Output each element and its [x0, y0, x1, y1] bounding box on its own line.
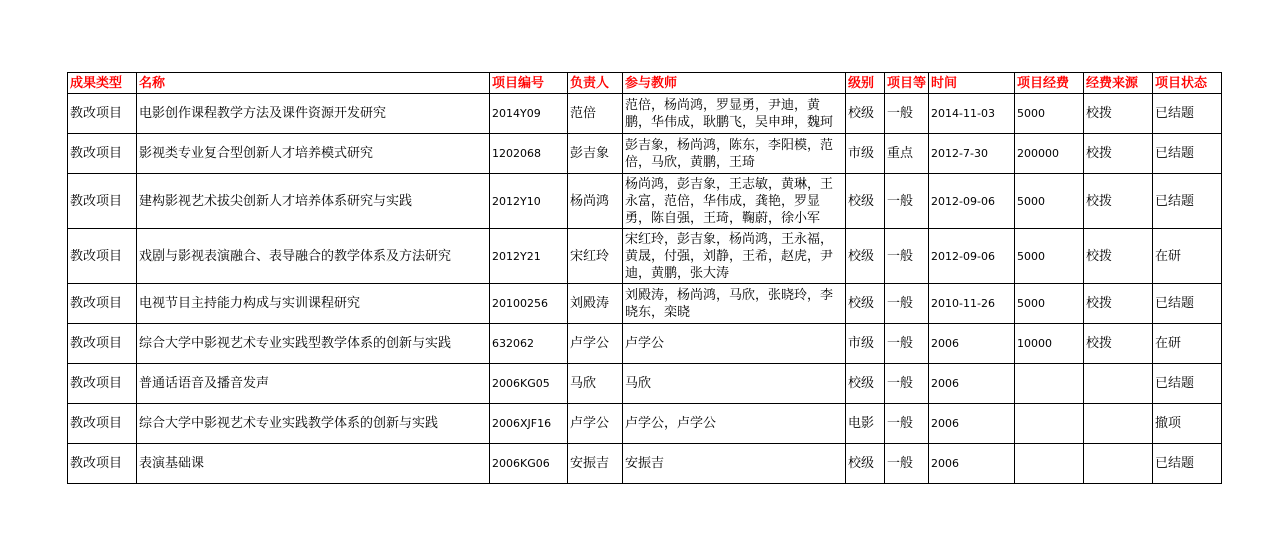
cell-grade[interactable]: 重点 [885, 134, 929, 174]
cell-source[interactable]: 校拨 [1084, 134, 1153, 174]
header-cell[interactable]: 负责人 [568, 73, 623, 94]
cell-name[interactable]: 综合大学中影视艺术专业实践型教学体系的创新与实践 [137, 324, 490, 364]
cell-teachers[interactable]: 宋红玲，彭吉象，杨尚鸿，王永福，黄晟，付强，刘静，王希，赵虎，尹迪，黄鹏，张大涛 [623, 229, 846, 284]
cell-date[interactable]: 2006 [929, 444, 1015, 484]
cell-date[interactable]: 2006 [929, 364, 1015, 404]
table-row [68, 404, 1222, 444]
cell-date[interactable]: 2006 [929, 404, 1015, 444]
cell-funds[interactable]: 5000 [1015, 229, 1084, 284]
cell-code[interactable]: 2012Y21 [490, 229, 568, 284]
cell-source[interactable]: 校拨 [1084, 94, 1153, 134]
cell-name[interactable]: 综合大学中影视艺术专业实践教学体系的创新与实践 [137, 404, 490, 444]
cell-code[interactable]: 2006XJF16 [490, 404, 568, 444]
cell-name[interactable]: 电影创作课程教学方法及课件资源开发研究 [137, 94, 490, 134]
cell-code[interactable]: 2012Y10 [490, 174, 568, 229]
cell-teachers[interactable]: 马欣 [623, 364, 846, 404]
cell-status[interactable]: 已结题 [1153, 134, 1222, 174]
cell-lead[interactable]: 杨尚鸿 [568, 174, 623, 229]
cell-grade[interactable]: 一般 [885, 324, 929, 364]
cell-date[interactable]: 2012-7-30 [929, 134, 1015, 174]
header-cell[interactable]: 经费来源 [1084, 73, 1153, 94]
cell-status[interactable]: 已结题 [1153, 444, 1222, 484]
header-cell[interactable]: 项目经费 [1015, 73, 1084, 94]
cell-source[interactable] [1084, 364, 1153, 404]
cell-funds[interactable] [1015, 404, 1084, 444]
cell-name[interactable]: 电视节目主持能力构成与实训课程研究 [137, 284, 490, 324]
cell-status[interactable]: 已结题 [1153, 364, 1222, 404]
cell-date[interactable]: 2012-09-06 [929, 229, 1015, 284]
header-cell[interactable]: 参与教师 [623, 73, 846, 94]
cell-source[interactable]: 校拨 [1084, 229, 1153, 284]
header-cell[interactable]: 级别 [846, 73, 885, 94]
cell-funds[interactable]: 5000 [1015, 284, 1084, 324]
cell-source[interactable] [1084, 404, 1153, 444]
cell-status[interactable]: 已结题 [1153, 174, 1222, 229]
cell-funds[interactable] [1015, 444, 1084, 484]
cell-type[interactable]: 教改项目 [68, 134, 137, 174]
cell-lead[interactable]: 马欣 [568, 364, 623, 404]
cell-type[interactable]: 教改项目 [68, 444, 137, 484]
cell-level[interactable]: 校级 [846, 284, 885, 324]
cell-lead[interactable]: 范倍 [568, 94, 623, 134]
cell-level[interactable]: 市级 [846, 324, 885, 364]
cell-level[interactable]: 校级 [846, 364, 885, 404]
cell-grade[interactable]: 一般 [885, 229, 929, 284]
cell-grade[interactable]: 一般 [885, 284, 929, 324]
cell-lead[interactable]: 刘殿涛 [568, 284, 623, 324]
cell-status[interactable]: 已结题 [1153, 94, 1222, 134]
cell-code[interactable]: 1202068 [490, 134, 568, 174]
cell-date[interactable]: 2012-09-06 [929, 174, 1015, 229]
cell-teachers[interactable]: 卢学公，卢学公 [623, 404, 846, 444]
cell-code[interactable]: 20100256 [490, 284, 568, 324]
table-row [68, 284, 1222, 324]
cell-source[interactable] [1084, 444, 1153, 484]
cell-grade[interactable]: 一般 [885, 404, 929, 444]
table-row [68, 444, 1222, 484]
cell-type[interactable]: 教改项目 [68, 324, 137, 364]
table-row [68, 94, 1222, 134]
cell-level[interactable]: 市级 [846, 134, 885, 174]
cell-type[interactable]: 教改项目 [68, 174, 137, 229]
cell-grade[interactable]: 一般 [885, 94, 929, 134]
cell-code[interactable]: 2006KG06 [490, 444, 568, 484]
cell-type[interactable]: 教改项目 [68, 284, 137, 324]
cell-name[interactable]: 戏剧与影视表演融合、表导融合的教学体系及方法研究 [137, 229, 490, 284]
cell-code[interactable]: 2014Y09 [490, 94, 568, 134]
table-row [68, 324, 1222, 364]
cell-teachers[interactable]: 刘殿涛，杨尚鸿，马欣，张晓玲，李晓东，栾晓 [623, 284, 846, 324]
cell-level[interactable]: 校级 [846, 229, 885, 284]
cell-date[interactable]: 2006 [929, 324, 1015, 364]
cell-status[interactable]: 在研 [1153, 324, 1222, 364]
cell-teachers[interactable]: 卢学公 [623, 324, 846, 364]
cell-grade[interactable]: 一般 [885, 364, 929, 404]
header-cell[interactable]: 名称 [137, 73, 490, 94]
cell-source[interactable]: 校拨 [1084, 284, 1153, 324]
cell-source[interactable]: 校拨 [1084, 174, 1153, 229]
cell-lead[interactable]: 卢学公 [568, 404, 623, 444]
cell-lead[interactable]: 宋红玲 [568, 229, 623, 284]
cell-type[interactable]: 教改项目 [68, 364, 137, 404]
cell-funds[interactable]: 200000 [1015, 134, 1084, 174]
cell-level[interactable]: 校级 [846, 174, 885, 229]
header-cell[interactable]: 成果类型 [68, 73, 137, 94]
cell-name[interactable]: 表演基础课 [137, 444, 490, 484]
cell-teachers[interactable]: 范倍，杨尚鸿，罗显勇，尹迪，黄鹏，华伟成，耿鹏飞，吴申珅，魏珂 [623, 94, 846, 134]
table-row [68, 134, 1222, 174]
header-cell[interactable]: 项目状态 [1153, 73, 1222, 94]
cell-funds[interactable]: 10000 [1015, 324, 1084, 364]
cell-lead[interactable]: 彭吉象 [568, 134, 623, 174]
cell-status[interactable]: 在研 [1153, 229, 1222, 284]
cell-source[interactable]: 校拨 [1084, 324, 1153, 364]
cell-type[interactable]: 教改项目 [68, 229, 137, 284]
cell-level[interactable]: 校级 [846, 444, 885, 484]
cell-level[interactable]: 电影 [846, 404, 885, 444]
cell-teachers[interactable]: 安振吉 [623, 444, 846, 484]
cell-date[interactable]: 2014-11-03 [929, 94, 1015, 134]
cell-lead[interactable]: 安振吉 [568, 444, 623, 484]
cell-date[interactable]: 2010-11-26 [929, 284, 1015, 324]
table-row [68, 174, 1222, 229]
data-table [67, 72, 1222, 484]
cell-level[interactable]: 校级 [846, 94, 885, 134]
header-cell[interactable]: 时间 [929, 73, 1015, 94]
cell-type[interactable]: 教改项目 [68, 94, 137, 134]
cell-grade[interactable]: 一般 [885, 174, 929, 229]
cell-lead[interactable]: 卢学公 [568, 324, 623, 364]
cell-status[interactable]: 已结题 [1153, 284, 1222, 324]
cell-code[interactable]: 632062 [490, 324, 568, 364]
table-row [68, 364, 1222, 404]
cell-code[interactable]: 2006KG05 [490, 364, 568, 404]
header-cell[interactable]: 项目等 [885, 73, 929, 94]
cell-teachers[interactable]: 杨尚鸿，彭吉象，王志敏，黄琳，王永富，范倍，华伟成，龚艳，罗显勇，陈自强，王琦，鞠蔚，徐小军 [623, 174, 846, 229]
cell-name[interactable]: 建构影视艺术拔尖创新人才培养体系研究与实践 [137, 174, 490, 229]
cell-grade[interactable]: 一般 [885, 444, 929, 484]
cell-funds[interactable]: 5000 [1015, 94, 1084, 134]
table-row [68, 229, 1222, 284]
cell-type[interactable]: 教改项目 [68, 404, 137, 444]
cell-funds[interactable] [1015, 364, 1084, 404]
header-cell[interactable]: 项目编号 [490, 73, 568, 94]
cell-name[interactable]: 影视类专业复合型创新人才培养模式研究 [137, 134, 490, 174]
cell-name[interactable]: 普通话语音及播音发声 [137, 364, 490, 404]
cell-status[interactable]: 撤项 [1153, 404, 1222, 444]
cell-funds[interactable]: 5000 [1015, 174, 1084, 229]
cell-teachers[interactable]: 彭吉象，杨尚鸿，陈东，李阳模，范倍，马欣，黄鹏，王琦 [623, 134, 846, 174]
header-row [68, 73, 1222, 94]
